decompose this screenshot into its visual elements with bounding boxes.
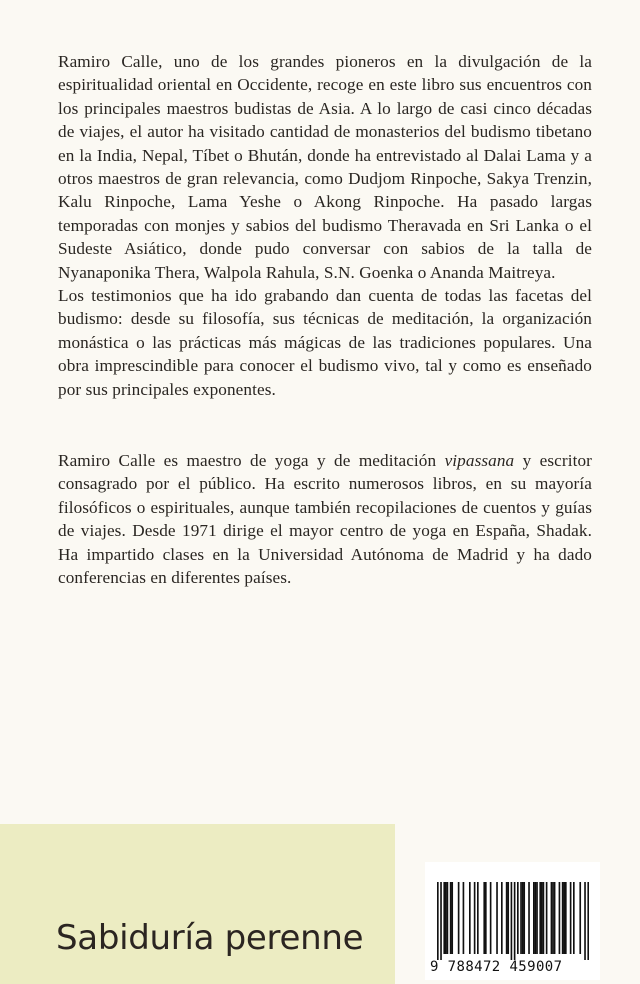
synopsis-paragraph-2: Los testimonios que ha ido grabando dan cuenta de todas las facetas del budismo: desde su filosofía, sus técnicas de meditación, la organización monástica o las prácticas más mágicas de las tradiciones populares. Una obra imprescindible para conocer el budismo vivo, tal y como es enseñado por sus principales exponentes. — [58, 286, 592, 399]
barcode-bar — [437, 882, 439, 960]
barcode-bar — [496, 882, 498, 954]
barcode-bar — [514, 882, 516, 960]
barcode-bar — [536, 882, 538, 954]
barcode-bar — [447, 882, 449, 954]
barcode-bar — [565, 882, 567, 954]
barcode-bar — [535, 882, 537, 954]
barcode-bar — [587, 882, 589, 960]
barcode-bar — [573, 882, 575, 954]
barcode-bar — [541, 882, 543, 954]
barcode-bar — [551, 882, 553, 954]
barcode-bar — [539, 882, 541, 954]
synopsis — [58, 50, 592, 401]
barcode-bar — [458, 882, 460, 954]
barcode-bar — [450, 882, 452, 954]
barcode-bar — [463, 882, 465, 954]
author-bio-italic-term: vipassana — [444, 451, 515, 470]
barcode-bar — [543, 882, 545, 954]
isbn-barcode — [425, 862, 600, 980]
barcode-bar — [552, 882, 554, 954]
barcode-bar — [517, 882, 519, 954]
barcode-digits: 9 788472 459007 — [430, 959, 563, 975]
barcode-bar — [469, 882, 471, 954]
barcode-bar — [554, 882, 556, 954]
barcode-bar — [451, 882, 453, 954]
barcode-bar — [445, 882, 447, 954]
barcode-bar — [506, 882, 508, 954]
barcode-bar — [477, 882, 479, 954]
barcode-bar — [523, 882, 525, 954]
barcode-bar — [559, 882, 561, 954]
barcode-bar — [485, 882, 487, 954]
series-title: Sabiduría perenne — [56, 918, 364, 958]
author-bio-text-end: y escritor consagrado por el público. Ha escrito numerosos libros, en su mayoría filosóficos o espirituales, aunque también recopilaciones de cuentos y guías de viajes. Desde 1971 dirige el mayor centro de yoga en España, Shadak. Ha impartido clases en la Universidad Autónoma de Madrid y ha dado conferencias en diferentes países. — [58, 451, 592, 588]
author-bio-paragraph — [58, 449, 592, 589]
barcode-bar — [579, 882, 581, 954]
barcode-bar — [501, 882, 503, 954]
barcode-bar — [528, 882, 530, 954]
barcode-bar — [546, 882, 548, 954]
barcode-bar — [584, 882, 586, 960]
barcode-bar — [563, 882, 565, 954]
author-bio-text-start: Ramiro Calle es maestro de yoga y de meditación — [58, 451, 445, 470]
barcode-bar — [533, 882, 535, 954]
barcode-bar — [474, 882, 476, 954]
barcode-bar — [511, 882, 513, 960]
series-band — [0, 824, 395, 984]
author-bio — [58, 449, 592, 589]
barcode-bar — [507, 882, 509, 954]
barcode-bar — [490, 882, 492, 954]
barcode-bar — [522, 882, 524, 954]
barcode-bar — [483, 882, 485, 954]
barcode-bar — [443, 882, 445, 954]
barcode-bars — [437, 882, 589, 960]
barcode-bar — [520, 882, 522, 954]
barcode-bar — [570, 882, 572, 954]
synopsis-paragraph-1: Ramiro Calle, uno de los grandes pioneros en la divulgación de la espiritualidad oriental en Occidente, recoge en este libro sus encuentros con los principales maestros budistas de Asia. A lo largo de casi cinco décadas de viajes, el autor ha visitado cantidad de monasterios del budismo tibetano en la India, Nepal, Tíbet o Bhután, donde ha entrevistado al Dalai Lama y a otros maestros de gran relevancia, como Dudjom Rinpoche, Sakya Trenzin, Kalu Rinpoche, Lama Yeshe o Akong Rinpoche. Ha pasado largas temporadas con monjes y sabios del budismo Theravada en Sri Lanka o el Sudeste Asiático, donde pudo conversar con sabios de la talla de Nyanaponika Thera, Walpola Rahula, S.N. Goenka o Ananda Maitreya. — [58, 52, 592, 282]
barcode-bar — [440, 882, 442, 960]
barcode-bar — [562, 882, 564, 954]
